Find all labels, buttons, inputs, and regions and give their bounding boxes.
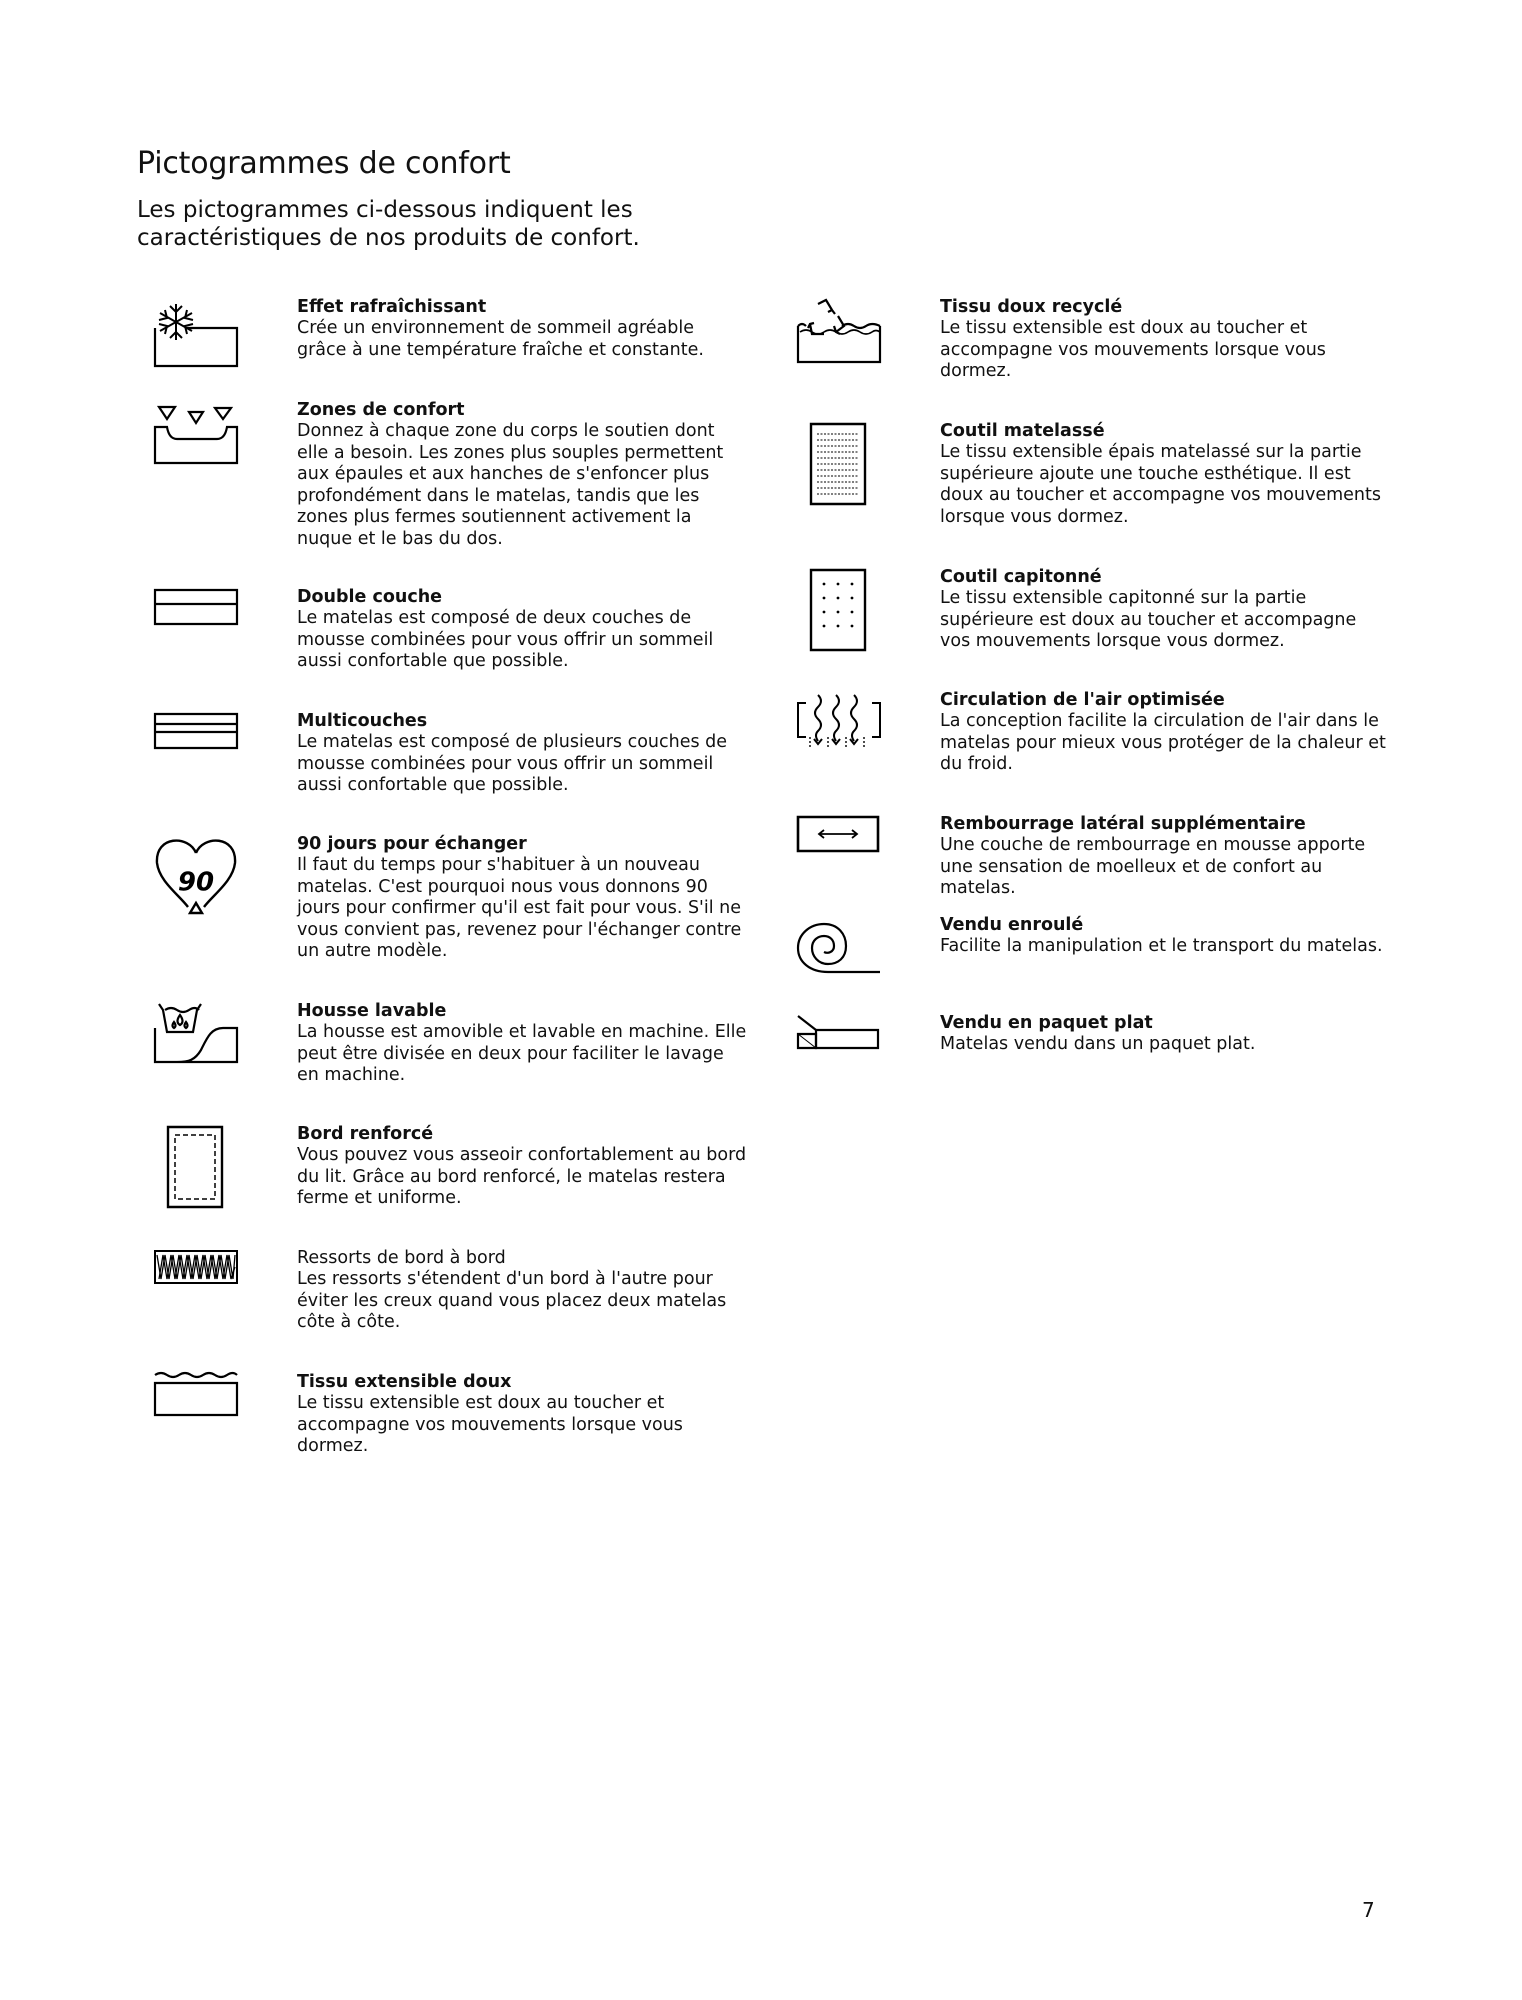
rolled-mattress-icon — [780, 914, 880, 1014]
page-title: Pictogrammes de confort — [137, 146, 511, 181]
item-description: La housse est amovible et lavable en machine. Elle peut être divisée en deux pour faciliter le lavage en machine. — [297, 1022, 747, 1085]
pictogram-item-recycled-fabric — [780, 296, 1522, 416]
washable-cover-icon — [137, 1000, 237, 1100]
item-description: Vous pouvez vous asseoir confortablement au bord du lit. Grâce au bord renforcé, le matelas restera ferme et uniforme. — [297, 1145, 747, 1208]
item-description: Le matelas est composé de deux couches de mousse combinées pour vous offrir un sommeil aussi confortable que possible. — [297, 608, 714, 671]
pictogram-item-edge-to-edge-springs — [137, 1247, 897, 1367]
item-description: Une couche de rembourrage en mousse apporte une sensation de moelleux et de confort au matelas. — [940, 835, 1366, 898]
item-title: Vendu enroulé — [940, 915, 1084, 935]
item-description: Le tissu extensible épais matelassé sur la partie supérieure ajoute une touche esthétique. Il est doux au toucher et accompagne vos mouvements lorsque vous dormez. — [940, 442, 1381, 527]
page-number: 7 — [1362, 1898, 1375, 1922]
pictogram-item-reinforced-edge — [137, 1123, 897, 1243]
item-title: Housse lavable — [297, 1001, 447, 1021]
double-layer-icon — [137, 586, 237, 686]
item-description: Il faut du temps pour s'habituer à un nouveau matelas. C'est pourquoi nous vous donnons 90 jours pour confirmer qu'il est fait pour vous. S'il ne vous convient pas, revenez pour l'échanger contre un autre modèle. — [297, 855, 742, 961]
item-title: Zones de confort — [297, 400, 465, 420]
item-description: Le tissu extensible capitonné sur la partie supérieure est doux au toucher et accompagne vos mouvements lorsque vous dormez. — [940, 588, 1357, 651]
item-title: Multicouches — [297, 711, 428, 731]
item-title: Double couche — [297, 587, 443, 607]
item-description: La conception facilite la circulation de l'air dans le matelas pour mieux vous protéger de la chaleur et du froid. — [940, 711, 1386, 774]
pictogram-item-quilted-ticking — [780, 420, 1522, 540]
item-title: Coutil matelassé — [940, 421, 1105, 441]
item-description: Le matelas est composé de plusieurs couches de mousse combinées pour vous offrir un sommeil aussi confortable que possible. — [297, 732, 728, 795]
item-title: 90 jours pour échanger — [297, 834, 527, 854]
multilayer-icon — [137, 710, 237, 810]
page-subtitle: Les pictogrammes ci-dessous indiquent les caractéristiques de nos produits de confort. — [137, 197, 640, 251]
flat-pack-icon — [780, 1012, 880, 1112]
side-padding-icon — [780, 813, 880, 913]
edge-to-edge-springs-icon — [137, 1247, 237, 1347]
pictogram-item-flat-pack — [780, 1012, 1522, 1132]
item-title: Bord renforcé — [297, 1124, 434, 1144]
item-title: Effet rafraîchissant — [297, 297, 487, 317]
item-description: Matelas vendu dans un paquet plat. — [940, 1034, 1256, 1054]
item-description: Crée un environnement de sommeil agréable grâce à une température fraîche et constante. — [297, 318, 704, 360]
air-circulation-icon — [780, 689, 880, 789]
item-title: Vendu en paquet plat — [940, 1013, 1153, 1033]
pictogram-item-air-circulation — [780, 689, 1522, 809]
pictogram-item-soft-stretch-fabric — [137, 1371, 897, 1491]
reinforced-edge-icon — [137, 1123, 237, 1223]
recycled-fabric-icon — [780, 296, 880, 396]
item-description: Le tissu extensible est doux au toucher et accompagne vos mouvements lorsque vous dormez. — [297, 1393, 683, 1456]
tufted-ticking-icon — [780, 566, 880, 666]
heart-90-icon — [137, 833, 237, 933]
item-description: Le tissu extensible est doux au toucher et accompagne vos mouvements lorsque vous dormez. — [940, 318, 1326, 381]
item-description: Les ressorts s'étendent d'un bord à l'autre pour éviter les creux quand vous placez deux matelas côte à côte. — [297, 1269, 727, 1332]
item-description: Facilite la manipulation et le transport du matelas. — [940, 936, 1383, 956]
item-title: Tissu doux recyclé — [940, 297, 1123, 317]
heart-90-label: 90 — [177, 867, 215, 898]
pictogram-item-tufted-ticking — [780, 566, 1522, 686]
item-title: Rembourrage latéral supplémentaire — [940, 814, 1306, 834]
item-description: Donnez à chaque zone du corps le soutien dont elle a besoin. Les zones plus souples permettent aux épaules et aux hanches de s'enfoncer plus profondément dans le matelas, tandis que les zones plus fermes soutiennent activement la nuque et le bas du dos. — [297, 421, 724, 549]
item-title: Circulation de l'air optimisée — [940, 690, 1225, 710]
comfort-zones-icon — [137, 399, 237, 499]
item-title: Ressorts de bord à bord — [297, 1248, 506, 1268]
item-title: Coutil capitonné — [940, 567, 1102, 587]
item-title: Tissu extensible doux — [297, 1372, 512, 1392]
snowflake-mattress-icon — [137, 296, 237, 396]
quilted-ticking-icon — [780, 420, 880, 520]
soft-stretch-fabric-icon — [137, 1371, 237, 1471]
